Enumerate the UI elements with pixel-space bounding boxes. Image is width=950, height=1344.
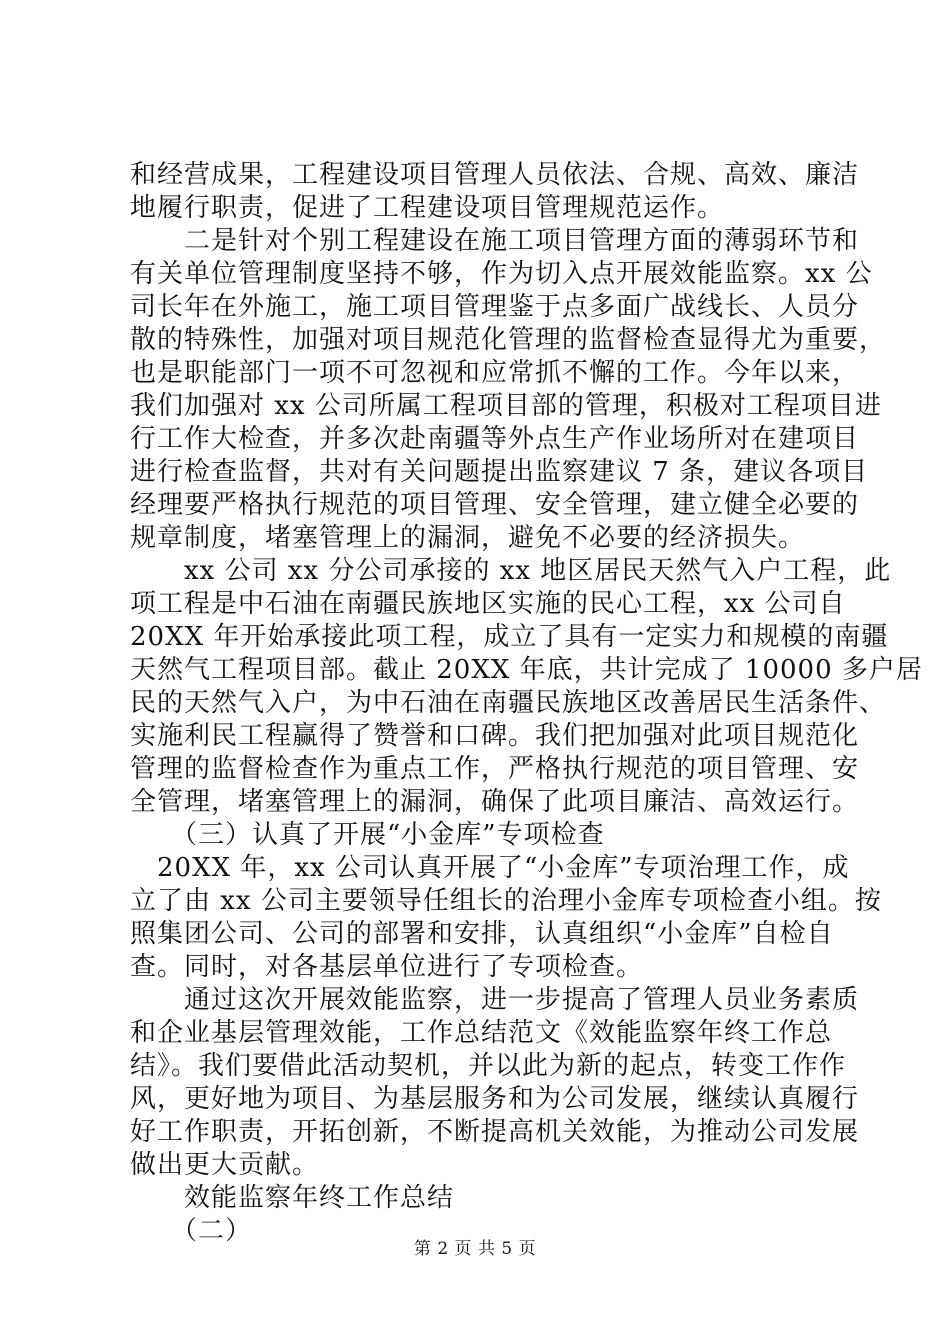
text-line: 进行检查监督，共对有关问题提出监察建议 7 条，建议各项目	[130, 457, 869, 487]
text-line: 做出更大贡献。	[130, 1150, 320, 1180]
section-heading: （三）认真了开展“小金库”专项检查	[130, 820, 605, 850]
text-line: 20XX 年，xx 公司认真开展了“小金库”专项治理工作，成	[130, 853, 850, 883]
text-line: 地履行职责，促进了工程建设项目管理规范运作。	[130, 193, 725, 223]
text-line: xx 公司 xx 分公司承接的 xx 地区居民天然气入户工程，此	[130, 556, 892, 586]
text-line: 项工程是中石油在南疆民族地区实施的民心工程，xx 公司自	[130, 589, 846, 619]
doc-title-line: 效能监察年终工作总结	[130, 1183, 455, 1213]
text-line: 二是针对个别工程建设在施工项目管理方面的薄弱环节和	[130, 226, 860, 256]
text-line: 立了由 xx 公司主要领导任组长的治理小金库专项检查小组。按	[130, 886, 882, 916]
text-line: 天然气工程项目部。截止 20XX 年底，共计完成了 10000 多户居	[130, 655, 923, 685]
text-line: 和经营成果，工程建设项目管理人员依法、合规、高效、廉洁	[130, 160, 860, 190]
text-line: 管理的监督检查作为重点工作，严格执行规范的项目管理、安	[130, 754, 860, 784]
text-line: 司长年在外施工，施工项目管理鉴于点多面广战线长、人员分	[130, 292, 860, 322]
text-line: 有关单位管理制度坚持不够，作为切入点开展效能监察。xx 公	[130, 259, 873, 289]
text-line: 经理要严格执行规范的项目管理、安全管理，建立健全必要的	[130, 490, 860, 520]
text-line: 我们加强对 xx 公司所属工程项目部的管理，积极对工程项目进	[130, 391, 882, 421]
text-line: 通过这次开展效能监察，进一步提高了管理人员业务素质	[130, 985, 860, 1015]
text-line: 好工作职责，开拓创新，不断提高机关效能，为推动公司发展	[130, 1117, 860, 1147]
text-line: 查。同时，对各基层单位进行了专项检查。	[130, 952, 644, 982]
text-line: 和企业基层管理效能，工作总结范文《效能监察年终工作总	[130, 1018, 833, 1048]
text-line: 照集团公司、公司的部署和安排，认真组织“小金库”自检自	[130, 919, 834, 949]
text-line: 民的天然气入户，为中石油在南疆民族地区改善居民生活条件、	[130, 688, 887, 718]
text-line: 实施利民工程赢得了赞誉和口碑。我们把加强对此项目规范化	[130, 721, 860, 751]
text-line: 规章制度，堵塞管理上的漏洞，避免不必要的经济损失。	[130, 523, 806, 553]
page-footer: 第 2 页 共 5 页	[413, 1239, 537, 1259]
text-line: 20XX 年开始承接此项工程，成立了具有一定实力和规模的南疆	[130, 622, 889, 652]
text-line: 结》。我们要借此活动契机，并以此为新的起点，转变工作作	[130, 1051, 847, 1081]
text-line: 全管理，堵塞管理上的漏洞，确保了此项目廉洁、高效运行。	[130, 787, 860, 817]
text-line: 风，更好地为项目、为基层服务和为公司发展，继续认真履行	[130, 1084, 860, 1114]
text-line: 也是职能部门一项不可忽视和应常抓不懈的工作。今年以来，	[130, 358, 860, 388]
subsection-label: （二）	[130, 1216, 253, 1246]
text-line: 散的特殊性，加强对项目规范化管理的监督检查显得尤为重要，	[130, 325, 887, 355]
text-line: 行工作大检查，并多次赴南疆等外点生产作业场所对在建项目	[130, 424, 860, 454]
